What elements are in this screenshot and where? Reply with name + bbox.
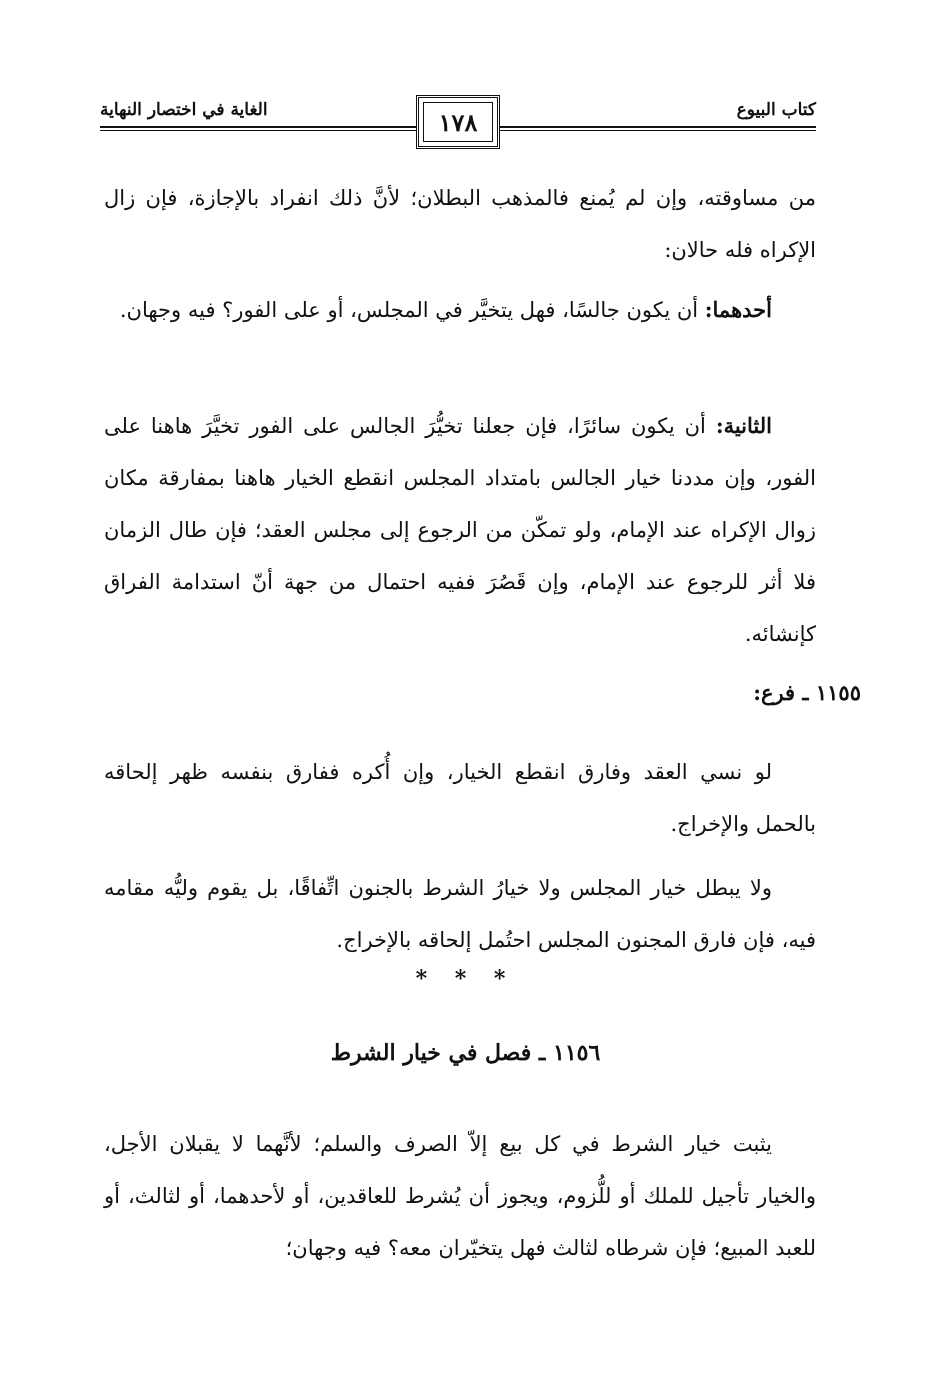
section-separator: * * *	[415, 966, 516, 992]
page-number: ١٧٨	[438, 107, 478, 137]
running-title-work: الغاية في اختصار النهاية	[100, 100, 268, 120]
page-number-frame	[416, 95, 500, 149]
paragraph-3-text: أن يكون سائرًا، فإن جعلنا تخيُّرَ الجالس على الفور تخيَّرَ هاهنا على الفور، وإن مددنا خيار الجالس بامتداد المجلس انقطع الخيار هاهنا بمفارقة مكان زوال الإكراه عند الإمام، ولو تمكّن من الرجوع إلى مجلس العقد؛ فإن طال الزمان فلا أثر للرجوع عند الإمام، وإن قَصُرَ ففيه احتمال من جهة أنّ استدامة الفراق كإنشائه.	[104, 414, 816, 646]
branch-heading: ١١٥٥ ـ فرع:	[753, 680, 861, 705]
running-title-book: كتاب البيوع	[736, 100, 816, 120]
header-rule-right	[500, 126, 816, 131]
paragraph-2-lead: أحدهما:	[704, 297, 772, 322]
paragraph-2-text: أن يكون جالسًا، فهل يتخيَّر في المجلس، أو على الفور؟ فيه وجهان.	[119, 298, 705, 322]
page-header	[100, 88, 816, 158]
paragraph-5: ولا يبطل خيار المجلس ولا خيارُ الشرط بالجنون اتِّفاقًا، بل يقوم وليُّه مقامه فيه، فإن فارق المجنون المجلس احتُمل إلحاقه بالإخراج.	[104, 876, 816, 952]
paragraph-2	[104, 284, 816, 336]
paragraph-3	[104, 400, 816, 660]
paragraph-3-lead: الثانية:	[715, 413, 772, 438]
section-heading: ١١٥٦ ـ فصل في خيار الشرط	[330, 1040, 601, 1066]
paragraph-6: يثبت خيار الشرط في كل بيع إلاّ الصرف والسلم؛ لأنَّهما لا يقبلان الأجل، والخيار تأجيل للملك أو للُّزوم، ويجوز أن يُشرط للعاقدين، أو لأحدهما، أو لثالث، أو للعبد المبيع؛ فإن شرطاه لثالث فهل يتخيّران معه؟ فيه وجهان؛	[104, 1132, 816, 1260]
paragraph-4: لو نسي العقد وفارق انقطع الخيار، وإن أُكره ففارق بنفسه ظهر إلحاقه بالحمل والإخراج.	[104, 760, 816, 836]
header-rule-left	[100, 126, 416, 131]
paragraph-1: من مساوقته، وإن لم يُمنع فالمذهب البطلان؛ لأنَّ ذلك انفراد بالإجازة، فإن زال الإكراه فله حالان:	[104, 186, 816, 262]
